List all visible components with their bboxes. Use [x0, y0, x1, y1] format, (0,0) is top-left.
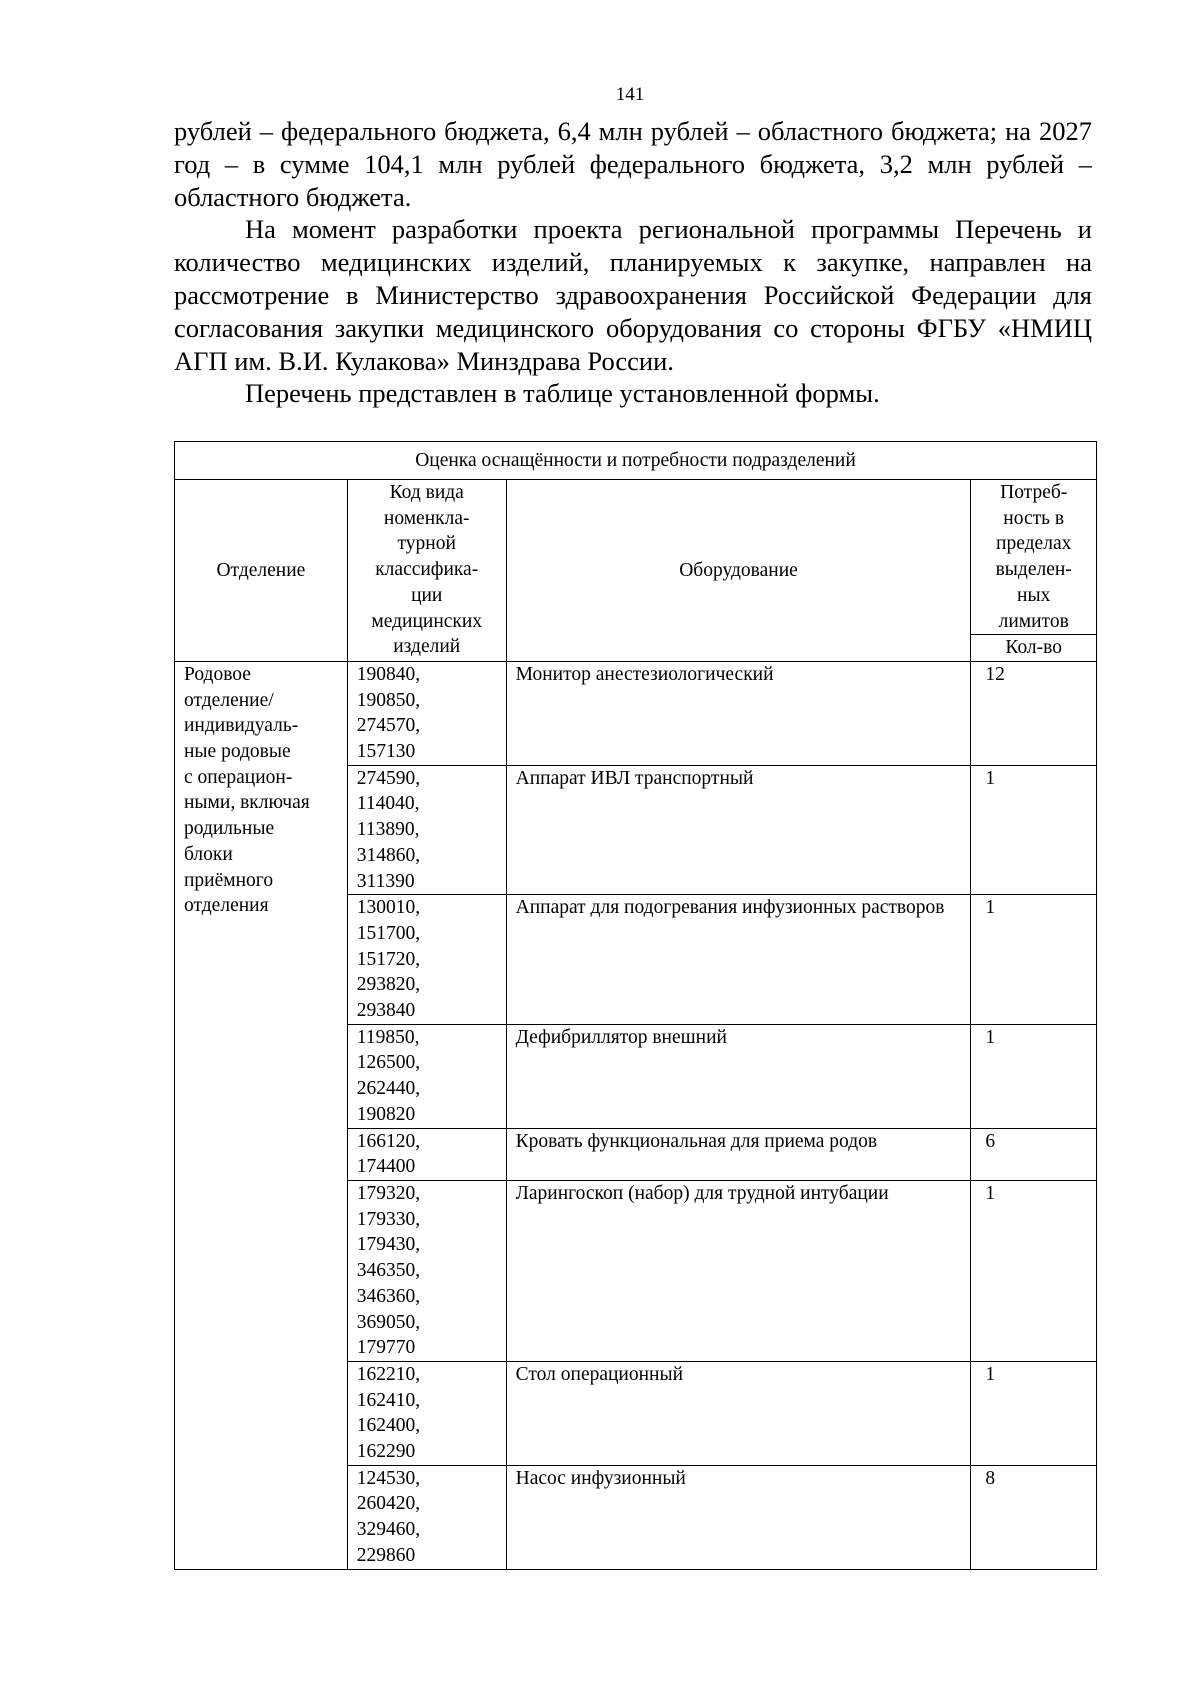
header-code-line: ции: [411, 584, 443, 606]
code-value: 113890,: [356, 819, 420, 841]
body-text: [174, 115, 1092, 410]
page-number: 141: [615, 84, 645, 105]
header-qty: Кол-во: [971, 635, 1097, 662]
department-line: отделение/: [184, 689, 274, 711]
code-value: 190850,: [356, 689, 421, 711]
header-code-line: классифика-: [375, 559, 479, 581]
department-line: индивидуаль-: [184, 715, 299, 737]
equipment-cell: Дефибриллятор внешний: [506, 1024, 971, 1128]
code-value: 190820: [356, 1103, 416, 1125]
code-value: 293820,: [356, 974, 421, 996]
header-need-line: ность в: [1003, 507, 1065, 529]
equipment-cell: Монитор анестезиологический: [506, 661, 971, 765]
code-cell: [347, 895, 506, 1025]
code-value: 311390: [356, 870, 415, 892]
header-need-line: ных: [1017, 584, 1051, 606]
code-value: 179320,: [356, 1182, 421, 1204]
code-value: 314860,: [356, 844, 421, 866]
header-department: Отделение: [175, 480, 348, 662]
code-cell: [347, 661, 506, 765]
department-line: Родовое: [184, 663, 251, 685]
equipment-cell: Аппарат для подогревания инфузионных растворов: [506, 895, 971, 1025]
code-cell: [347, 1128, 506, 1180]
table-caption: Оценка оснащённости и потребности подразделений: [175, 442, 1097, 480]
code-value: 274570,: [356, 715, 421, 737]
header-need-line: выделен-: [995, 559, 1072, 581]
code-value: 162410,: [356, 1389, 421, 1411]
code-value: 114040,: [356, 793, 420, 815]
code-value: 229860: [356, 1544, 416, 1566]
code-value: 179430,: [356, 1234, 421, 1256]
header-need-line: лимитов: [998, 610, 1069, 632]
header-equipment: Оборудование: [506, 480, 971, 662]
qty-cell: 1: [971, 895, 1097, 1025]
code-value: 166120,: [356, 1130, 421, 1152]
header-code-line: изделий: [393, 636, 461, 658]
code-value: 151720,: [356, 948, 421, 970]
code-value: 126500,: [356, 1052, 421, 1074]
header-need-line: Потреб-: [1000, 482, 1068, 503]
department-line: приёмного: [184, 869, 274, 891]
department-line: блоки: [184, 843, 233, 865]
code-cell: [347, 765, 506, 895]
equipment-cell: Стол операционный: [506, 1361, 971, 1465]
department-cell: [175, 661, 348, 1569]
department-line: отделения: [184, 895, 269, 917]
code-cell: [347, 1180, 506, 1361]
equipment-cell: Аппарат ИВЛ транспортный: [506, 765, 971, 895]
department-line: с операцион-: [184, 766, 293, 788]
department-line: родильные: [184, 818, 275, 840]
paragraph-list-intro: Перечень представлен в таблице установленной формы.: [245, 378, 880, 409]
header-code-line: Код вида: [389, 482, 464, 503]
qty-cell: 8: [971, 1465, 1097, 1569]
qty-cell: 12: [971, 661, 1097, 765]
equipment-cell: Насос инфузионный: [506, 1465, 971, 1569]
code-cell: [347, 1465, 506, 1569]
paragraph-budget: рублей – федерального бюджета, 6,4 млн рублей – областного бюджета; на 2027 год – в сумме 104,1 млн рублей федерального бюджета, 3,2 млн рублей – областного бюджета.: [174, 116, 1092, 212]
code-value: 130010,: [356, 897, 421, 919]
code-value: 162210,: [356, 1363, 421, 1385]
code-value: 346350,: [356, 1260, 421, 1282]
qty-cell: 1: [971, 765, 1097, 895]
code-value: 162400,: [356, 1415, 421, 1437]
code-value: 174400: [356, 1156, 416, 1178]
code-value: 162290: [356, 1441, 416, 1463]
equipment-cell: Кровать функциональная для приема родов: [506, 1128, 971, 1180]
code-value: 274590,: [356, 767, 421, 789]
code-value: 190840,: [356, 663, 421, 685]
code-value: 369050,: [356, 1311, 421, 1333]
qty-cell: 1: [971, 1024, 1097, 1128]
code-cell: [347, 1024, 506, 1128]
header-code: [347, 480, 506, 662]
paragraph-development: На момент разработки проекта региональной программы Перечень и количество медицинских изделий, планируемых к закупке, направлен на рассмотрение в Министерство здравоохранения Российской Федерации для согласования закупки медицинского оборудования со стороны ФГБУ «НМИЦ АГП им. В.И. Кулакова» Минздрава России.: [174, 214, 1092, 376]
header-code-line: медицинских: [371, 610, 483, 632]
code-value: 119850,: [356, 1026, 420, 1048]
code-value: 262440,: [356, 1078, 421, 1100]
department-line: ные родовые: [184, 741, 291, 763]
code-value: 346360,: [356, 1285, 421, 1307]
qty-cell: 1: [971, 1180, 1097, 1361]
header-code-line: турной: [397, 533, 456, 555]
department-line: ными, включая: [184, 792, 310, 814]
header-need: [971, 480, 1097, 635]
equipment-cell: Ларингоскоп (набор) для трудной интубации: [506, 1180, 971, 1361]
code-value: 124530,: [356, 1467, 421, 1489]
table-row: [175, 661, 1097, 765]
header-need-line: пределах: [996, 533, 1072, 555]
code-value: 151700,: [356, 922, 421, 944]
code-value: 329460,: [356, 1519, 421, 1541]
code-value: 179770: [356, 1337, 416, 1359]
equipment-table: [174, 441, 1097, 1570]
qty-cell: 1: [971, 1361, 1097, 1465]
code-value: 293840: [356, 1000, 416, 1022]
code-value: 260420,: [356, 1493, 421, 1515]
code-value: 179330,: [356, 1208, 421, 1230]
header-code-line: номенкла-: [383, 507, 470, 529]
qty-cell: 6: [971, 1128, 1097, 1180]
code-value: 157130: [356, 741, 416, 763]
code-cell: [347, 1361, 506, 1465]
